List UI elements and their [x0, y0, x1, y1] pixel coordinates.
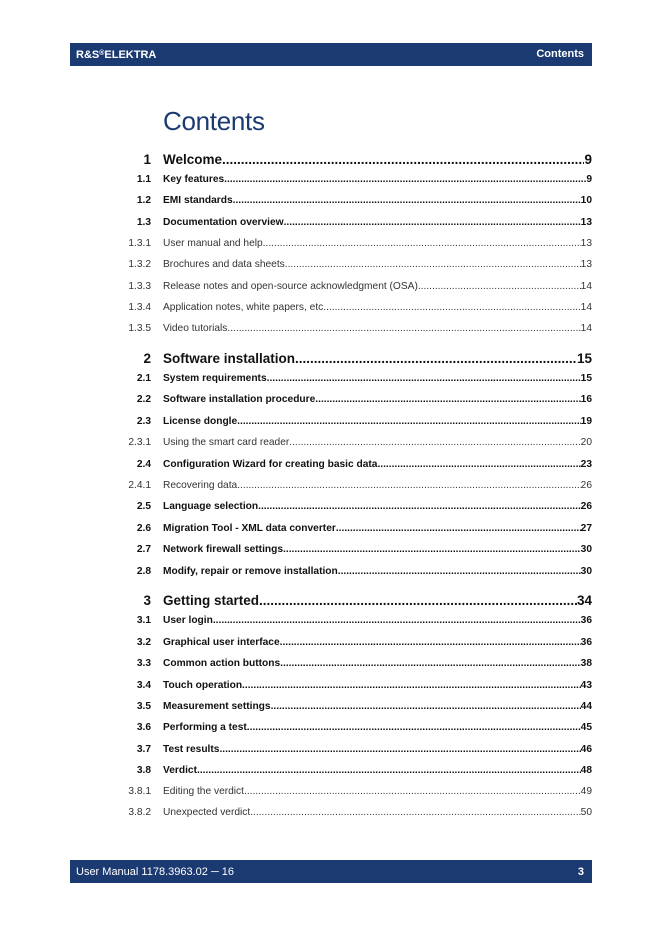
toc-leader-dots — [259, 593, 577, 608]
toc-leader-dots — [197, 765, 581, 776]
toc-entry-number: 3.8 — [136, 765, 151, 776]
toc-leader-dots — [285, 259, 581, 270]
toc-entry-link[interactable] — [163, 152, 592, 167]
page-footer-bar — [70, 860, 592, 883]
toc-entry-page: 26 — [580, 501, 592, 512]
toc-entry-title: User manual and help — [163, 238, 263, 249]
toc-entry-title: Test results — [163, 744, 220, 755]
toc-entry-link[interactable] — [163, 195, 592, 206]
toc-entry-number: 2 — [143, 351, 151, 366]
toc-entry-title: Welcome — [163, 152, 223, 167]
toc-entry-link[interactable] — [163, 566, 592, 577]
toc-leader-dots — [224, 174, 586, 185]
toc-entry-page: 27 — [580, 523, 592, 534]
toc-entry-title: Verdict — [163, 765, 197, 776]
toc-entry-number: 2.3 — [136, 416, 151, 427]
toc-entry[interactable] — [0, 701, 662, 715]
toc-entry[interactable] — [0, 544, 662, 558]
toc-entry-page: 13 — [580, 238, 592, 249]
toc-entry-number: 3.6 — [136, 722, 151, 733]
toc-entry[interactable] — [0, 480, 662, 494]
toc-entry-number: 2.2 — [136, 394, 151, 405]
toc-entry-page: 10 — [580, 195, 592, 206]
toc-leader-dots — [219, 744, 580, 755]
toc-entry-title: System requirements — [163, 373, 267, 384]
toc-entry-link[interactable] — [163, 302, 592, 313]
toc-entry-title: Using the smart card reader — [163, 437, 290, 448]
toc-leader-dots — [336, 523, 581, 534]
toc-entry-title: Measurement settings — [163, 701, 271, 712]
toc-entry-number: 1.3 — [136, 217, 151, 228]
toc-entry-link[interactable] — [163, 238, 592, 249]
toc-leader-dots — [326, 302, 581, 313]
toc-entry-page: 9 — [584, 152, 592, 167]
toc-entry-title: Common action buttons — [163, 658, 281, 669]
toc-entry[interactable] — [0, 765, 662, 779]
toc-entry-page: 9 — [586, 174, 592, 185]
toc-leader-dots — [242, 680, 581, 691]
toc-entry-link[interactable] — [163, 416, 592, 427]
toc-entry-link[interactable] — [163, 394, 592, 405]
toc-entry-page: 13 — [580, 217, 592, 228]
toc-entry-number: 1.3.1 — [128, 238, 151, 249]
toc-entry-page: 23 — [580, 459, 592, 470]
toc-leader-dots — [280, 637, 581, 648]
toc-entry-link[interactable] — [163, 701, 592, 712]
toc-entry-page: 49 — [580, 786, 592, 797]
toc-leader-dots — [267, 373, 581, 384]
toc-entry-number: 2.6 — [136, 523, 151, 534]
toc-entry[interactable] — [0, 722, 662, 736]
toc-leader-dots — [315, 394, 580, 405]
toc-entry-page: 13 — [580, 259, 592, 270]
toc-entry[interactable] — [0, 523, 662, 537]
toc-entry-title: Performing a test — [163, 722, 247, 733]
toc-entry-title: Application notes, white papers, etc. — [163, 302, 327, 313]
toc-entry[interactable] — [0, 680, 662, 694]
toc-entry-link[interactable] — [163, 765, 592, 776]
toc-entry-link[interactable] — [163, 501, 592, 512]
page-title: Contents — [163, 106, 265, 136]
toc-entry-link[interactable] — [163, 807, 592, 818]
toc-entry-title: License dongle — [163, 416, 238, 427]
toc-leader-dots — [418, 281, 581, 292]
toc-entry-page: 14 — [580, 281, 592, 292]
toc-entry[interactable] — [0, 373, 662, 387]
product-name: R&S®ELEKTRA — [76, 49, 157, 61]
header-section: Contents — [536, 48, 584, 60]
toc-entry-title: Software installation — [163, 351, 296, 366]
toc-entry-link[interactable] — [163, 323, 592, 334]
toc-leader-dots — [271, 701, 581, 712]
toc-leader-dots — [338, 566, 581, 577]
toc-entry-number: 1 — [143, 152, 151, 167]
toc-entry[interactable] — [0, 459, 662, 473]
toc-entry-link[interactable] — [163, 259, 592, 270]
toc-entry-link[interactable] — [163, 437, 592, 448]
toc-entry-number: 2.5 — [136, 501, 151, 512]
toc-entry[interactable] — [0, 217, 662, 231]
footer-doc-info: User Manual 1178.3963.02 ─ 16 — [76, 866, 235, 878]
toc-entry-page: 30 — [580, 566, 592, 577]
toc-entry-link[interactable] — [163, 523, 592, 534]
toc-entry-page: 38 — [580, 658, 592, 669]
toc-entry-title: EMI standards — [163, 195, 233, 206]
toc-leader-dots — [237, 480, 580, 491]
toc-entry[interactable] — [0, 259, 662, 273]
toc-entry[interactable] — [0, 416, 662, 430]
toc-entry-link[interactable] — [163, 722, 592, 733]
toc-leader-dots — [289, 437, 580, 448]
toc-entry-page: 34 — [576, 593, 592, 608]
toc-entry-page: 15 — [576, 351, 592, 366]
toc-entry-link[interactable] — [163, 351, 592, 366]
toc-entry-page: 36 — [580, 615, 592, 626]
toc-entry-title: Brochures and data sheets — [163, 259, 285, 270]
toc-entry[interactable] — [0, 394, 662, 408]
toc-entry-link[interactable] — [163, 281, 592, 292]
toc-entry[interactable] — [0, 323, 662, 337]
toc-entry-link[interactable] — [163, 637, 592, 648]
toc-leader-dots — [280, 658, 581, 669]
toc-entry[interactable] — [0, 437, 662, 451]
toc-entry-link[interactable] — [163, 680, 592, 691]
toc-entry-link[interactable] — [163, 217, 592, 228]
toc-entry-number: 3.5 — [136, 701, 151, 712]
toc-leader-dots — [263, 238, 581, 249]
toc-entry-title: Configuration Wizard for creating basic data — [163, 459, 378, 470]
toc-entry-number: 2.1 — [136, 373, 151, 384]
toc-leader-dots — [222, 152, 584, 167]
toc-entry-link[interactable] — [163, 658, 592, 669]
toc-entry-link[interactable] — [163, 544, 592, 555]
toc-entry-title: Key features — [163, 174, 225, 185]
toc-entry-title: Documentation overview — [163, 217, 284, 228]
toc-entry-page: 15 — [580, 373, 592, 384]
toc-entry-page: 16 — [580, 394, 592, 405]
toc-entry-page: 36 — [580, 637, 592, 648]
toc-entry-title: Modify, repair or remove installation — [163, 566, 338, 577]
toc-entry-page: 46 — [580, 744, 592, 755]
toc-entry-title: Release notes and open-source acknowledgment (OSA) — [163, 281, 418, 292]
toc-entry[interactable] — [0, 786, 662, 800]
toc-entry[interactable] — [0, 302, 662, 316]
toc-entry-title: Editing the verdict — [163, 786, 244, 797]
toc-leader-dots — [227, 323, 580, 334]
toc-entry-number: 3.8.2 — [128, 807, 151, 818]
toc-entry-number: 2.4.1 — [128, 480, 151, 491]
toc-entry-page: 14 — [580, 323, 592, 334]
toc-entry-title: Language selection — [163, 501, 259, 512]
toc-entry-link[interactable] — [163, 744, 592, 755]
toc-entry-page: 43 — [580, 680, 592, 691]
toc-entry-title: User login — [163, 615, 213, 626]
toc-entry[interactable] — [0, 658, 662, 672]
footer-page-number: 3 — [577, 866, 584, 878]
toc-entry-page: 45 — [580, 722, 592, 733]
toc-entry-number: 2.7 — [136, 544, 151, 555]
toc-entry-number: 3.2 — [136, 637, 151, 648]
toc-entry-page: 19 — [580, 416, 592, 427]
toc-entry-number: 1.3.2 — [128, 259, 151, 270]
toc-entry-number: 2.3.1 — [128, 437, 151, 448]
toc-entry-number: 3.3 — [136, 658, 151, 669]
toc-entry-number: 3.8.1 — [128, 786, 151, 797]
toc-entry-number: 3 — [143, 593, 151, 608]
toc-entry-page: 30 — [580, 544, 592, 555]
page-header-bar — [70, 43, 592, 66]
toc-entry-title: Recovering data — [163, 480, 238, 491]
toc-entry-number: 1.2 — [136, 195, 151, 206]
toc-entry-link[interactable] — [163, 174, 592, 185]
toc-entry[interactable] — [0, 615, 662, 629]
toc-entry-title: Graphical user interface — [163, 637, 280, 648]
toc-leader-dots — [377, 459, 580, 470]
toc-entry-link[interactable] — [163, 615, 592, 626]
toc-entry[interactable] — [0, 281, 662, 295]
toc-entry[interactable] — [0, 195, 662, 209]
toc-leader-dots — [244, 786, 581, 797]
toc-entry[interactable] — [0, 238, 662, 252]
toc-leader-dots — [283, 544, 581, 555]
toc-leader-dots — [213, 615, 581, 626]
toc-entry-page: 50 — [580, 807, 592, 818]
toc-entry-title: Migration Tool - XML data converter — [163, 523, 336, 534]
toc-entry-number: 1.3.5 — [128, 323, 151, 334]
toc-leader-dots — [284, 217, 581, 228]
toc-entry-number: 2.8 — [136, 566, 151, 577]
toc-entry[interactable] — [0, 152, 662, 166]
toc-entry-page: 20 — [580, 437, 592, 448]
toc-entry-number: 3.1 — [136, 615, 151, 626]
toc-entry-link[interactable] — [163, 459, 592, 470]
toc-entry-title: Software installation procedure — [163, 394, 316, 405]
toc-leader-dots — [250, 807, 580, 818]
toc-entry-link[interactable] — [163, 786, 592, 797]
toc-entry[interactable] — [0, 637, 662, 651]
toc-entry-link[interactable] — [163, 480, 592, 491]
toc-entry-title: Network firewall settings — [163, 544, 284, 555]
toc-entry-number: 3.7 — [136, 744, 151, 755]
toc-entry-page: 48 — [580, 765, 592, 776]
toc-entry[interactable] — [0, 351, 662, 365]
toc-leader-dots — [247, 722, 581, 733]
toc-entry-title: Touch operation — [163, 680, 243, 691]
toc-entry-number: 3.4 — [136, 680, 151, 691]
toc-entry-number: 1.3.3 — [128, 281, 151, 292]
toc-leader-dots — [233, 195, 581, 206]
toc-entry-title: Getting started — [163, 593, 260, 608]
toc-leader-dots — [258, 501, 581, 512]
toc-entry-link[interactable] — [163, 373, 592, 384]
toc-entry[interactable] — [0, 593, 662, 607]
toc-leader-dots — [295, 351, 577, 366]
toc-entry[interactable] — [0, 174, 662, 188]
toc-entry-page: 14 — [580, 302, 592, 313]
toc-entry-title: Unexpected verdict — [163, 807, 251, 818]
toc-entry[interactable] — [0, 566, 662, 580]
toc-entry-page: 44 — [580, 701, 592, 712]
toc-entry[interactable] — [0, 501, 662, 515]
toc-entry-page: 26 — [580, 480, 592, 491]
toc-leader-dots — [237, 416, 580, 427]
toc-entry-link[interactable] — [163, 593, 592, 608]
toc-entry-number: 2.4 — [136, 459, 151, 470]
toc-entry-number: 1.1 — [136, 174, 151, 185]
toc-entry-number: 1.3.4 — [128, 302, 151, 313]
toc-entry[interactable] — [0, 744, 662, 758]
toc-entry-title: Video tutorials — [163, 323, 228, 334]
toc-entry[interactable] — [0, 807, 662, 821]
